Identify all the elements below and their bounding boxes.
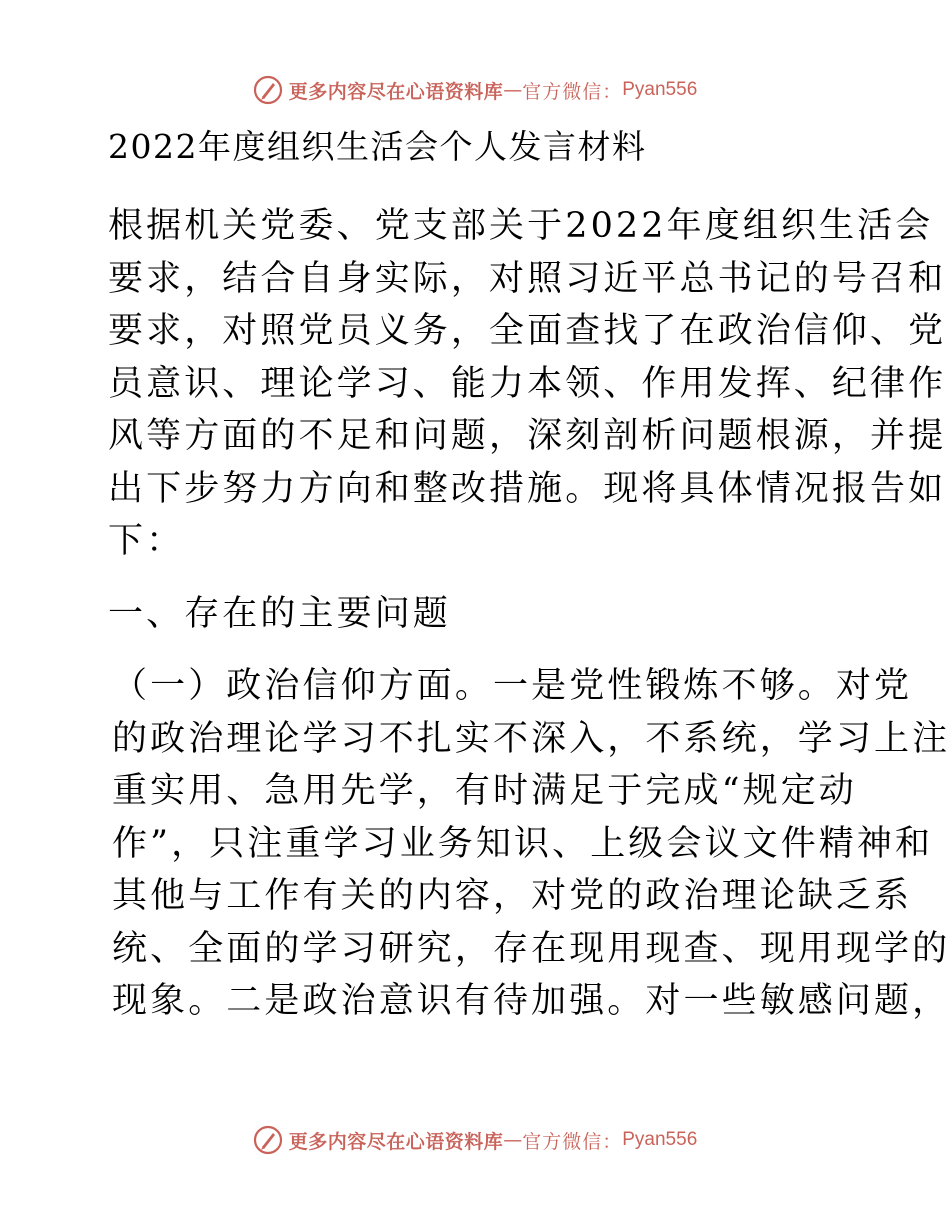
document-body bbox=[98, 125, 950, 1028]
watermark-separator: — bbox=[503, 79, 523, 101]
watermark-label: 官方微信： bbox=[522, 1130, 623, 1153]
section-line: 作”，只注重学习业务知识、上级会议文件精神和 bbox=[112, 823, 934, 864]
intro-line: 要求，结合自身实际，对照习近平总书记的号召和 bbox=[108, 258, 947, 299]
section-line: 统、全面的学习研究，存在现用现查、现用现学的 bbox=[112, 928, 950, 969]
intro-paragraph bbox=[98, 200, 947, 568]
watermark-main-text: 更多内容尽在心语资料库 bbox=[288, 1130, 504, 1153]
section-paragraph bbox=[98, 660, 950, 1028]
section-line: 现象。二是政治意识有待加强。对一些敏感问题， bbox=[112, 981, 950, 1021]
watermark-label: 官方微信： bbox=[522, 80, 623, 103]
watermark-wechat-id: Pyan556 bbox=[622, 79, 698, 100]
footer-watermark bbox=[0, 1120, 950, 1160]
watermark-wechat-id: Pyan556 bbox=[622, 1129, 698, 1150]
intro-line: 出下步努力方向和整改措施。现将具体情况报告如 bbox=[108, 468, 947, 509]
section-line: （一）政治信仰方面。一是党性锻炼不够。对党 bbox=[112, 666, 913, 706]
document-title: 2022年度组织生活会个人发言材料 bbox=[108, 127, 647, 166]
watermark-main-text: 更多内容尽在心语资料库 bbox=[288, 80, 504, 103]
quill-logo-icon bbox=[253, 75, 283, 105]
section-line: 的政治理论学习不扎实不深入，不系统，学习上注 bbox=[112, 718, 950, 759]
intro-line: 要求，对照党员义务，全面查找了在政治信仰、党 bbox=[108, 311, 947, 351]
intro-line: 风等方面的不足和问题，深刻剖析问题根源，并提 bbox=[108, 416, 947, 456]
intro-line: 根据机关党委、党支部关于2022年度组织生活会 bbox=[108, 206, 934, 246]
intro-line: 下： bbox=[108, 521, 185, 561]
section-line: 其他与工作有关的内容，对党的政治理论缺乏系 bbox=[112, 876, 913, 916]
intro-line: 员意识、理论学习、能力本领、作用发挥、纪律作 bbox=[108, 363, 947, 404]
quill-logo-icon bbox=[253, 1125, 283, 1155]
section-line: 重实用、急用先学，有时满足于完成“规定动 bbox=[112, 771, 857, 811]
section-heading: 一、存在的主要问题 bbox=[108, 593, 451, 634]
header-watermark bbox=[0, 70, 950, 110]
watermark-separator: — bbox=[503, 1129, 523, 1151]
